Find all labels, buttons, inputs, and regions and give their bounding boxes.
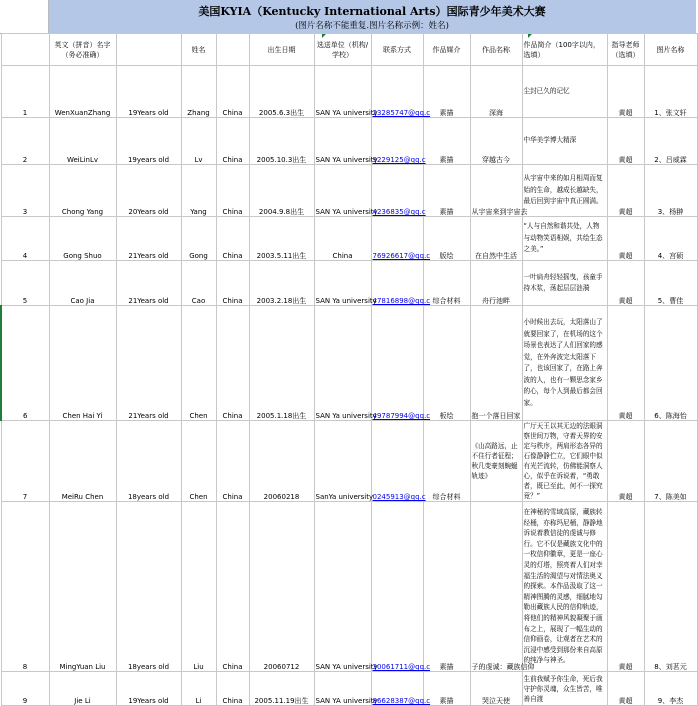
- surname-cell[interactable]: Yang: [181, 165, 216, 217]
- work-cell[interactable]: 在自然中生活: [470, 217, 522, 261]
- surname-cell[interactable]: Chen: [181, 421, 216, 502]
- medium-cell[interactable]: 素描: [423, 502, 470, 672]
- table-row[interactable]: [1, 306, 697, 421]
- row-number[interactable]: 9: [1, 672, 49, 706]
- english-name-cell[interactable]: Gong Shuo: [49, 217, 116, 261]
- intro-cell[interactable]: 从宇宙中来的如月相周而复始的生命，越成长越缺失，最后回到宇宙中真正圆满。: [522, 165, 607, 217]
- teacher-cell[interactable]: 黄超: [607, 261, 644, 306]
- row-number[interactable]: 7: [1, 421, 49, 502]
- header-birth[interactable]: 出生日期: [249, 34, 314, 66]
- age-cell[interactable]: 18years old: [116, 502, 181, 672]
- sheet-subtitle: (图片名称不能重复.图片名称示例：姓名): [295, 21, 449, 31]
- table-row[interactable]: [1, 165, 697, 217]
- age-cell[interactable]: 19Years old: [116, 672, 181, 706]
- table-row[interactable]: [1, 672, 697, 706]
- header-surname[interactable]: 姓名: [181, 34, 216, 66]
- pic-cell[interactable]: 2、吕威霖: [644, 118, 697, 165]
- unit-cell[interactable]: SAN YA university: [314, 165, 371, 217]
- work-cell[interactable]: 《山高路远，止不住行者征程；秋几变豪刻蜿蜒轨迹》: [470, 421, 522, 502]
- age-cell[interactable]: 20Years old: [116, 165, 181, 217]
- surname-cell[interactable]: Liu: [181, 502, 216, 672]
- row-number[interactable]: 3: [1, 165, 49, 217]
- header-pic[interactable]: 图片名称: [644, 34, 697, 66]
- country-cell[interactable]: China: [216, 165, 249, 217]
- unit-cell[interactable]: China: [314, 217, 371, 261]
- teacher-cell[interactable]: 黄超: [607, 306, 644, 421]
- medium-cell[interactable]: 素描: [423, 672, 470, 706]
- teacher-cell[interactable]: 黄超: [607, 118, 644, 165]
- country-cell[interactable]: China: [216, 672, 249, 706]
- work-cell[interactable]: 穿越古今: [470, 118, 522, 165]
- english-name-cell[interactable]: MeiRu Chen: [49, 421, 116, 502]
- pic-cell[interactable]: 6、陈海怡: [644, 306, 697, 421]
- title-bar: [0, 0, 696, 34]
- contact-cell[interactable]: 4236835@qq.c: [371, 165, 423, 217]
- english-name-cell[interactable]: WeiLinLv: [49, 118, 116, 165]
- intro-cell[interactable]: 中华美学博大精深: [522, 118, 607, 165]
- intro-cell[interactable]: 生前我赋予你生命，死后我守护你灵魂，众生皆苦，唯善自渡: [522, 672, 607, 706]
- birth-cell[interactable]: 2005.1.18出生: [249, 306, 314, 421]
- medium-cell[interactable]: 素描: [423, 165, 470, 217]
- unit-cell[interactable]: SAN Ya university: [314, 306, 371, 421]
- english-name-cell[interactable]: Chong Yang: [49, 165, 116, 217]
- intro-cell[interactable]: 广厅天王以其无边的法眼洞察世间万物，守着天界的安定与秩序，两肩形态各异的石像静静伫立，它们眼中似有光芒流转，仿佛能洞察人心，似乎在诉说着，“勇敢者，既已至此，何不一探究竟？”: [522, 421, 607, 502]
- work-cell[interactable]: 舟行池畔: [470, 261, 522, 306]
- unit-cell[interactable]: SAN Ya university: [314, 261, 371, 306]
- birth-cell[interactable]: 2004.9.8出生: [249, 165, 314, 217]
- row-number[interactable]: 4: [1, 217, 49, 261]
- pic-cell[interactable]: 8、刘茗元: [644, 502, 697, 672]
- table-row[interactable]: [1, 217, 697, 261]
- contact-cell[interactable]: 47816898@qq.c: [371, 261, 423, 306]
- unit-cell[interactable]: SAN YA university: [314, 672, 371, 706]
- age-cell[interactable]: 19years old: [116, 118, 181, 165]
- age-cell[interactable]: 21Years old: [116, 217, 181, 261]
- table-row[interactable]: [1, 502, 697, 672]
- age-cell[interactable]: 18years old: [116, 421, 181, 502]
- surname-cell[interactable]: Gong: [181, 217, 216, 261]
- birth-cell[interactable]: 20060712: [249, 502, 314, 672]
- comment-indicator: [322, 34, 326, 38]
- work-cell[interactable]: 从宇宙来到宇宙去: [470, 165, 522, 217]
- birth-cell[interactable]: 2003.5.11出生: [249, 217, 314, 261]
- surname-cell[interactable]: Chen: [181, 306, 216, 421]
- medium-cell[interactable]: 综合材料: [423, 261, 470, 306]
- country-cell[interactable]: China: [216, 217, 249, 261]
- work-cell[interactable]: 抱一个落日回家: [470, 306, 522, 421]
- unit-cell[interactable]: SAN YA university: [314, 118, 371, 165]
- pic-cell[interactable]: 1、张文轩: [644, 66, 697, 118]
- unit-cell[interactable]: SAN YA university: [314, 502, 371, 672]
- teacher-cell[interactable]: 黄超: [607, 66, 644, 118]
- medium-cell[interactable]: 综合材料: [423, 421, 470, 502]
- surname-cell[interactable]: Li: [181, 672, 216, 706]
- country-cell[interactable]: China: [216, 261, 249, 306]
- header-country[interactable]: [216, 34, 249, 66]
- pic-cell[interactable]: 3、杨翀: [644, 165, 697, 217]
- age-cell[interactable]: 21Years old: [116, 306, 181, 421]
- row-number[interactable]: 2: [1, 118, 49, 165]
- medium-cell[interactable]: 素描: [423, 66, 470, 118]
- english-name-cell[interactable]: Jie Li: [49, 672, 116, 706]
- teacher-cell[interactable]: 黄超: [607, 672, 644, 706]
- medium-cell[interactable]: 素描: [423, 118, 470, 165]
- row-number[interactable]: 8: [1, 502, 49, 672]
- comment-indicator: [528, 34, 532, 38]
- country-cell[interactable]: China: [216, 421, 249, 502]
- corner-cell[interactable]: [0, 0, 49, 33]
- intro-cell[interactable]: 尘封已久的记忆: [522, 66, 607, 118]
- header-row: [1, 34, 697, 66]
- header-age[interactable]: [116, 34, 181, 66]
- intro-cell[interactable]: 一叶扁舟轻轻摇曳，孩童手持木浆，荡起层层涟漪: [522, 261, 607, 306]
- medium-cell[interactable]: 版绘: [423, 217, 470, 261]
- contact-cell[interactable]: 30061711@qq.c: [371, 502, 423, 672]
- birth-cell[interactable]: 2005.10.3出生: [249, 118, 314, 165]
- country-cell[interactable]: China: [216, 118, 249, 165]
- table-row[interactable]: [1, 261, 697, 306]
- surname-cell[interactable]: Cao: [181, 261, 216, 306]
- table-row[interactable]: [1, 118, 697, 165]
- birth-cell[interactable]: 20060218: [249, 421, 314, 502]
- pic-cell[interactable]: 9、李杰: [644, 672, 697, 706]
- header-english-name[interactable]: 英文（拼音）名字（务必准确）: [49, 34, 116, 66]
- intro-cell[interactable]: 在神秘的雪域高原，藏族转经桶，亦称玛尼桶，静静地诉说着教信徒的虔诚与修行。它不仅是藏族文化中的一枚信仰徽章，更是一座心灵的灯塔，照亮着人们对幸福生活的渴望与对情法奥义的探索。本作品汲取了这一精神图腾的灵感，细腻地勾勒出藏族人民的信仰轨迹，将他们的精神风貌凝聚于画布之上，展现了一幅生动的信仰画卷，让观者在艺术的沉浸中感受到那份来自高原的纯净与神圣。: [522, 502, 607, 672]
- header-contact[interactable]: 联系方式: [371, 34, 423, 66]
- pic-cell[interactable]: 7、陈美如: [644, 421, 697, 502]
- header-medium[interactable]: 作品媒介: [423, 34, 470, 66]
- english-name-cell[interactable]: MingYuan Liu: [49, 502, 116, 672]
- contact-cell[interactable]: 0245913@qq.c: [371, 421, 423, 502]
- pic-cell[interactable]: 4、宫硕: [644, 217, 697, 261]
- country-cell[interactable]: China: [216, 306, 249, 421]
- cell-corner[interactable]: [1, 34, 49, 66]
- birth-cell[interactable]: 2005.6.3出生: [249, 66, 314, 118]
- work-cell[interactable]: 深海: [470, 66, 522, 118]
- data-table: [0, 33, 698, 706]
- unit-cell[interactable]: SanYa university: [314, 421, 371, 502]
- medium-cell[interactable]: 板绘: [423, 306, 470, 421]
- english-name-cell[interactable]: WenXuanZhang: [49, 66, 116, 118]
- birth-cell[interactable]: 2003.2.18出生: [249, 261, 314, 306]
- table-row[interactable]: [1, 421, 697, 502]
- country-cell[interactable]: China: [216, 66, 249, 118]
- surname-cell[interactable]: Lv: [181, 118, 216, 165]
- row-number[interactable]: 1: [1, 66, 49, 118]
- contact-cell[interactable]: 9229125@qq.c: [371, 118, 423, 165]
- age-cell[interactable]: 21Years old: [116, 261, 181, 306]
- header-work[interactable]: 作品名称: [470, 34, 522, 66]
- contact-cell[interactable]: 86628387@qq.c: [371, 672, 423, 706]
- english-name-cell[interactable]: Chen Hai Yi: [49, 306, 116, 421]
- contact-cell[interactable]: 49787994@qq.c: [371, 306, 423, 421]
- row-number[interactable]: 6: [1, 306, 49, 421]
- work-cell[interactable]: 子的虔诚：藏族信仰: [470, 502, 522, 672]
- contact-cell[interactable]: 76926617@qq.c: [371, 217, 423, 261]
- teacher-cell[interactable]: 黄超: [607, 421, 644, 502]
- header-unit[interactable]: 选送单位（机构/学校）: [314, 34, 371, 66]
- intro-cell[interactable]: 小时候出去玩，太阳落山了就要回家了，在机场的这个场景也表达了人们回家的感觉，在外奔波完太阳落下了，也该回家了，在路上奔波的人，也有一颗思念家乡的心，每个人到最后都会回家。: [522, 306, 607, 421]
- work-cell[interactable]: 哭泣天使: [470, 672, 522, 706]
- sheet-title: 美国KYIA（Kentucky International Arts）国际青少年美术大赛: [198, 5, 546, 18]
- country-cell[interactable]: China: [216, 502, 249, 672]
- contact-cell[interactable]: 23285747@qq.c: [371, 66, 423, 118]
- birth-cell[interactable]: 2005.11.19出生: [249, 672, 314, 706]
- row-number[interactable]: 5: [1, 261, 49, 306]
- header-teacher[interactable]: 指导老师（选填）: [607, 34, 644, 66]
- teacher-cell[interactable]: 黄超: [607, 165, 644, 217]
- unit-cell[interactable]: SAN YA university: [314, 66, 371, 118]
- age-cell[interactable]: 19Years old: [116, 66, 181, 118]
- intro-cell[interactable]: “人与自然和谐共处，人物与动物笑语相娱，共绘生态之美。”: [522, 217, 607, 261]
- table-row[interactable]: [1, 66, 697, 118]
- teacher-cell[interactable]: 黄超: [607, 502, 644, 672]
- pic-cell[interactable]: 5、曹佳: [644, 261, 697, 306]
- teacher-cell[interactable]: 黄超: [607, 217, 644, 261]
- surname-cell[interactable]: Zhang: [181, 66, 216, 118]
- header-intro[interactable]: 作品简介（100字以内，选填）: [522, 34, 607, 66]
- english-name-cell[interactable]: Cao Jia: [49, 261, 116, 306]
